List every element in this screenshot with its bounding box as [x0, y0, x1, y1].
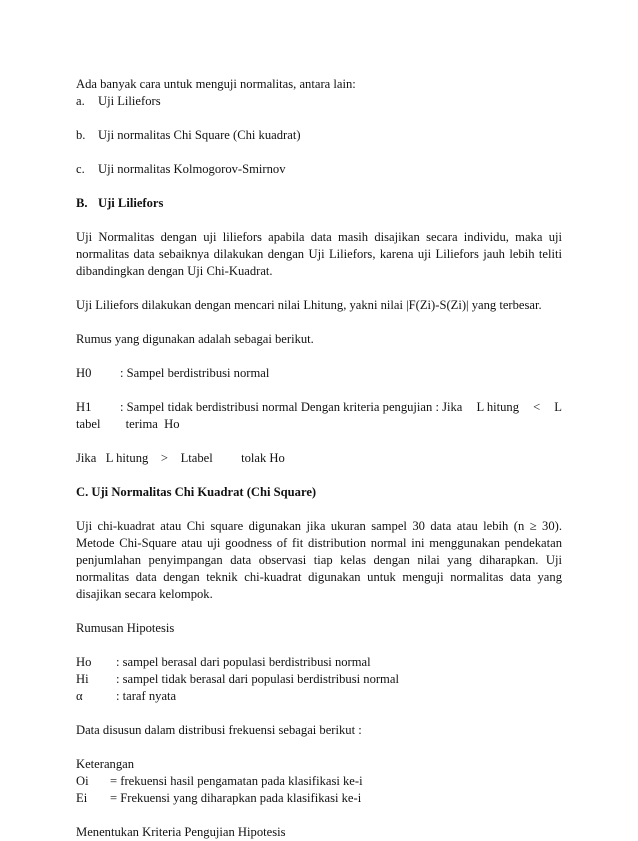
hypothesis-heading: Rumusan Hipotesis — [76, 621, 175, 635]
method-text: Uji normalitas Kolmogorov-Smirnov — [98, 162, 286, 176]
intro-heading: Ada banyak cara untuk menguji normalitas, antara lain: — [76, 77, 356, 91]
h1-block — [76, 399, 562, 433]
h1-text-part: : Sampel tidak berdistribusi normal Dengan kriteria pengujian : Jika — [120, 400, 463, 414]
hypothesis-text: : sampel berasal dari populasi berdistribusi normal — [116, 655, 371, 669]
keterangan-ei — [76, 790, 562, 807]
keterangan-oi — [76, 773, 562, 790]
h1-line-1 — [76, 399, 562, 416]
hypothesis-ho — [76, 654, 562, 671]
h0-line — [76, 365, 562, 382]
keterangan-label: Ei — [76, 791, 88, 805]
method-item-a — [76, 93, 562, 110]
hypothesis-label: α — [76, 689, 83, 703]
hypothesis-text: : taraf nyata — [116, 689, 177, 703]
h1-label: H1 — [76, 400, 92, 414]
method-text: Uji normalitas Chi Square (Chi kuadrat) — [98, 128, 301, 142]
rumus-paragraph: Rumus yang digunakan adalah sebagai berikut. — [76, 332, 314, 346]
h0-text: : Sampel berdistribusi normal — [120, 366, 270, 380]
method-item-c — [76, 161, 562, 178]
h1-text-part: L — [554, 400, 562, 414]
method-marker: c. — [76, 162, 85, 176]
h1-text-part: L hitung — [476, 400, 520, 414]
section-b-title: Uji Liliefors — [98, 196, 164, 210]
hypothesis-text: : sampel tidak berasal dari populasi berdistribusi normal — [116, 672, 399, 686]
section-c-heading: C. Uji Normalitas Chi Kuadrat (Chi Square) — [76, 485, 317, 499]
hypothesis-hi — [76, 671, 562, 688]
method-marker: b. — [76, 128, 86, 142]
hypothesis-label: Hi — [76, 672, 89, 686]
method-marker: a. — [76, 94, 85, 108]
reject-rule: Jika L hitung > Ltabel tolak Ho — [76, 451, 285, 465]
hypothesis-label: Ho — [76, 655, 92, 669]
document-body — [76, 76, 562, 841]
h1-line-2: tabel terima Ho — [76, 417, 180, 431]
h1-text — [120, 399, 562, 416]
h0-label: H0 — [76, 366, 92, 380]
criteria-heading: Menentukan Kriteria Pengujian Hipotesis — [76, 825, 286, 839]
keterangan-text: = Frekuensi yang diharapkan pada klasifikasi ke-i — [110, 791, 362, 805]
liliefors-paragraph: Uji Normalitas dengan uji liliefors apabila data masih disajikan secara individu, maka uji normalitas data sebaiknya dilakukan dengan Uji Liliefors, karena uji Liliefors jauh lebih teliti dibandingkan dengan Uji Chi-Kuadrat. — [76, 230, 562, 278]
method-item-b — [76, 127, 562, 144]
h1-text-part: < — [533, 400, 541, 414]
section-b-marker: B. — [76, 196, 88, 210]
frequency-line: Data disusun dalam distribusi frekuensi sebagai berikut : — [76, 723, 362, 737]
keterangan-label: Oi — [76, 774, 89, 788]
method-text: Uji Liliefors — [98, 94, 161, 108]
keterangan-text: = frekuensi hasil pengamatan pada klasifikasi ke-i — [110, 774, 363, 788]
section-b-heading — [76, 195, 562, 212]
keterangan-heading: Keterangan — [76, 757, 135, 771]
hypothesis-alpha — [76, 688, 562, 705]
lhitung-paragraph: Uji Liliefors dilakukan dengan mencari nilai Lhitung, yakni nilai |F(Zi)-S(Zi)| yang terbesar. — [76, 298, 542, 312]
chi-square-paragraph: Uji chi-kuadrat atau Chi square digunakan jika ukuran sampel 30 data atau lebih (n ≥ 30). Metode Chi-Square atau uji goodness of fit distribution normal ini menggunakan pendekatan penjumlahan penyimpangan data observasi tiap kelas dengan nilai yang diharapkan. Uji normalitas data dengan teknik chi-kuadrat digunakan untuk menguji normalitas data yang disajikan secara kelompok. — [76, 519, 562, 601]
